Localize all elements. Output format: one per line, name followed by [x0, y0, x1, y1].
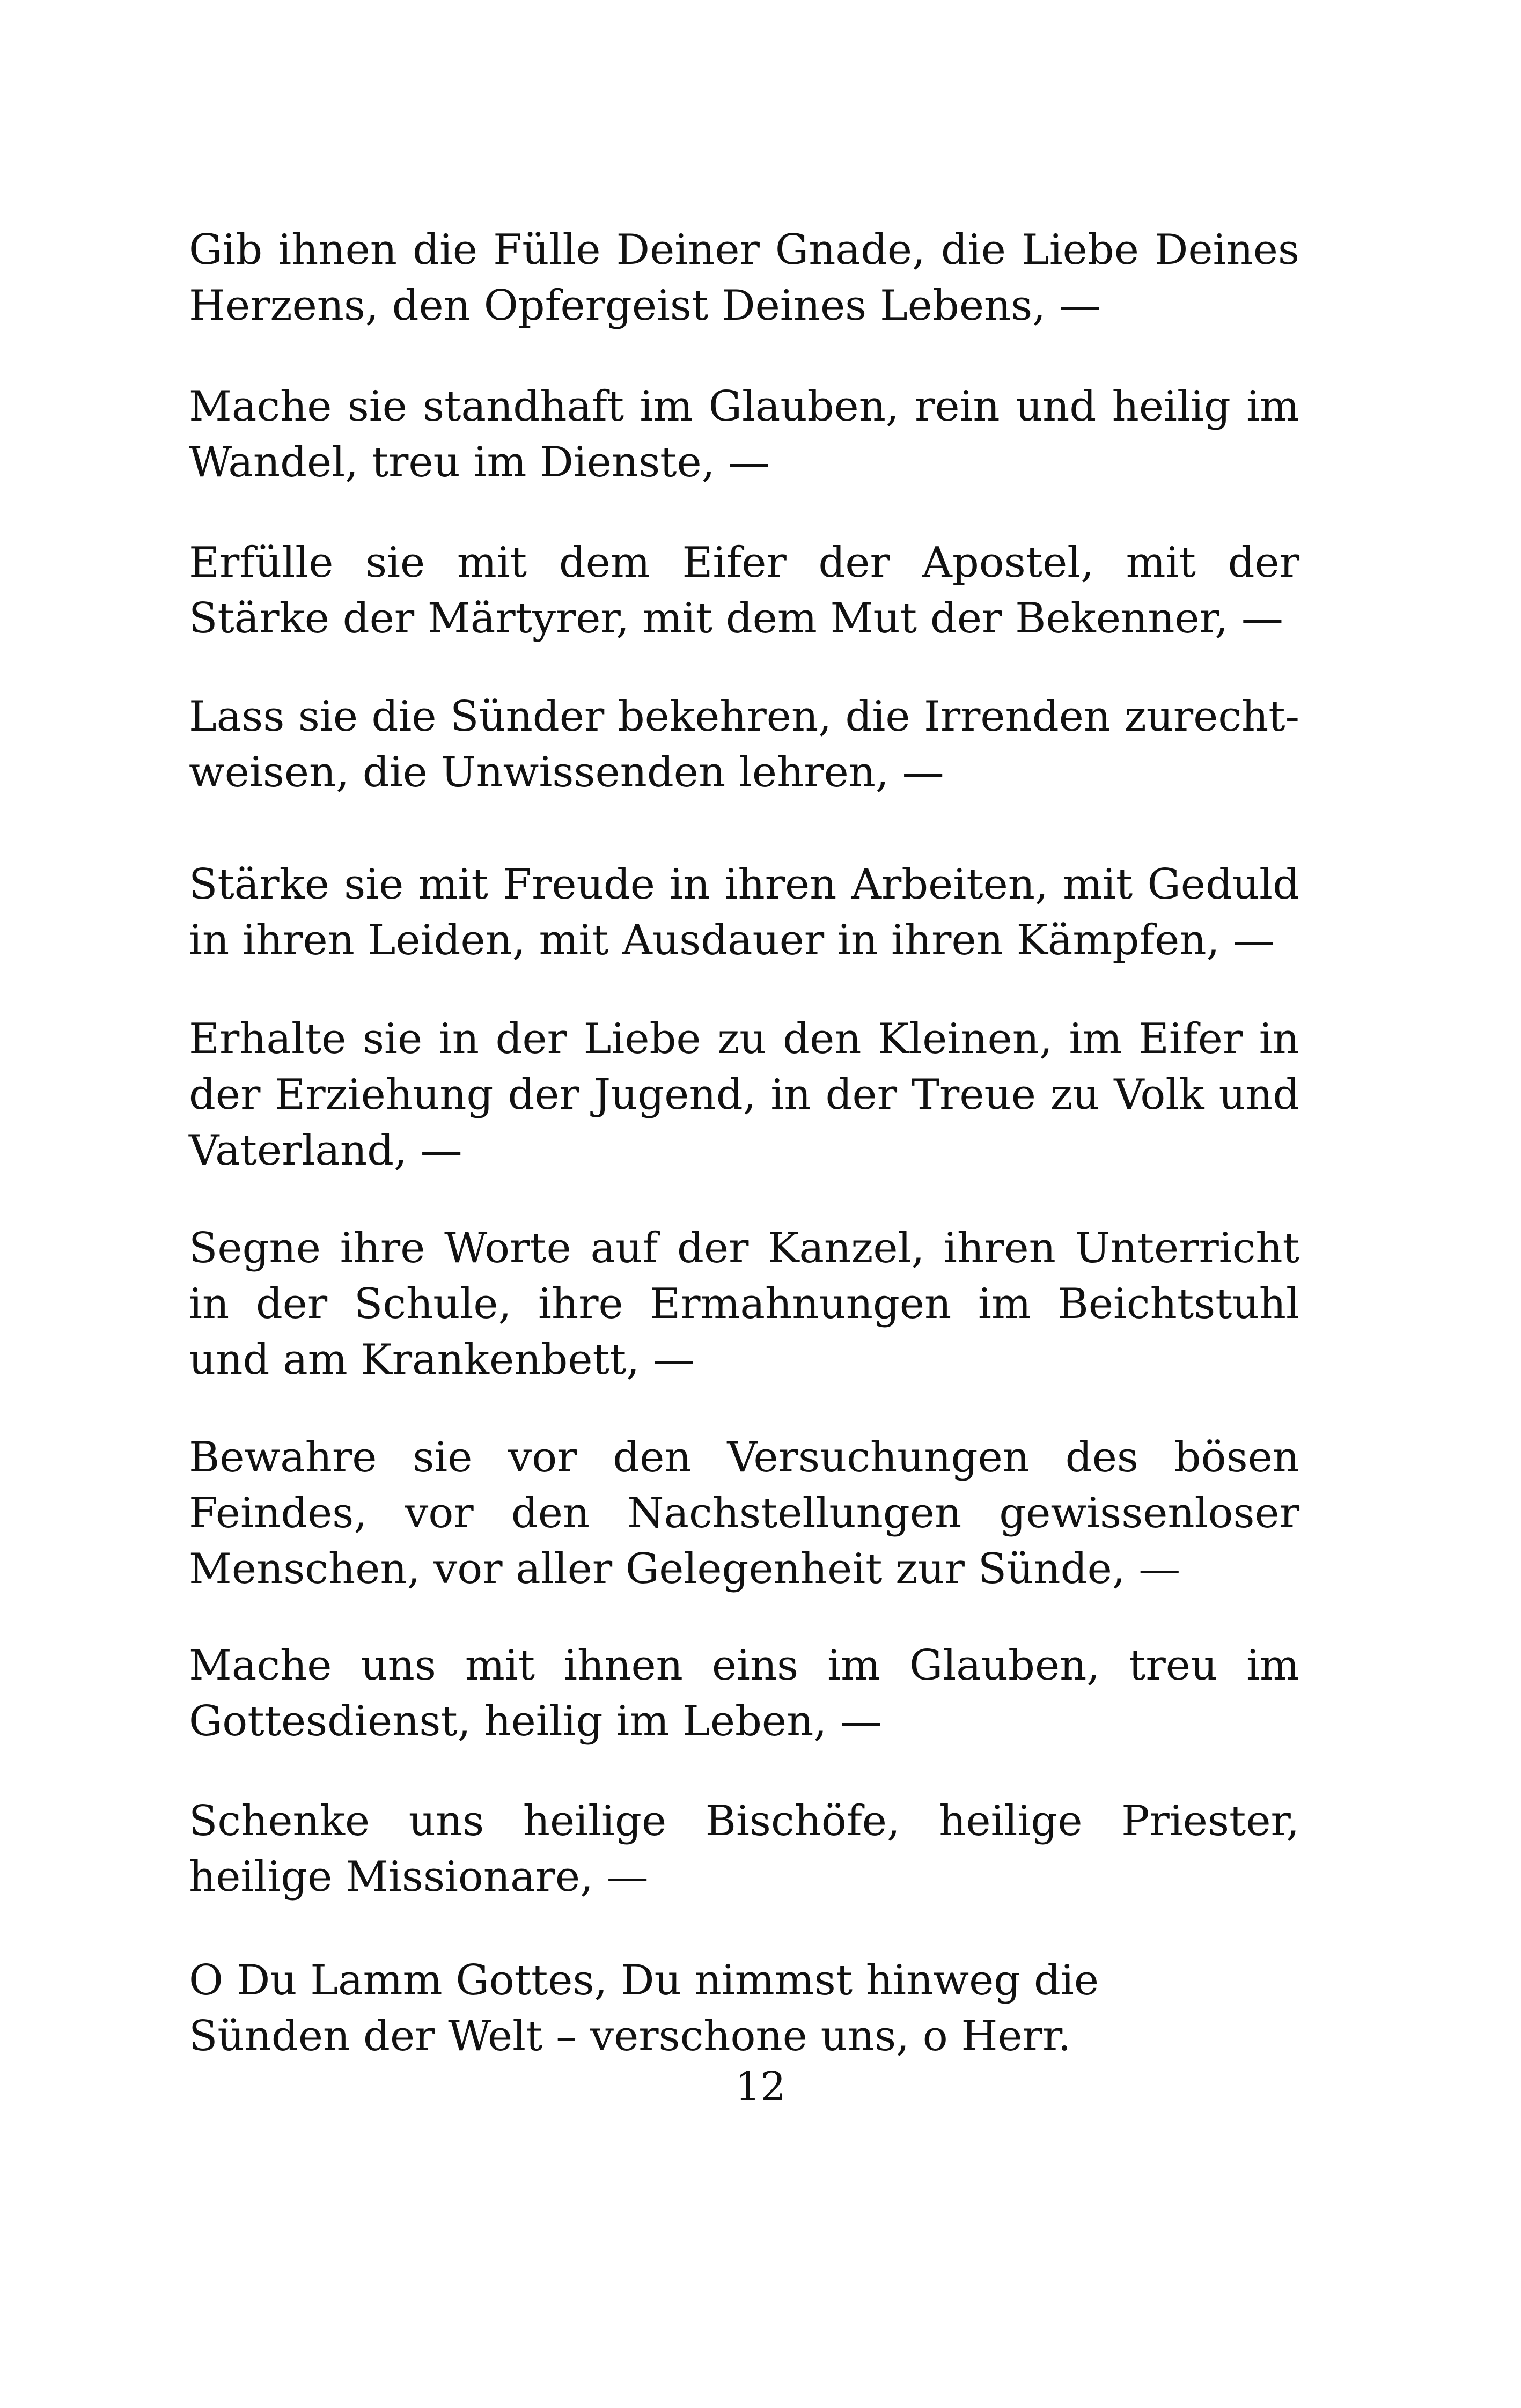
- prayer-paragraph: Schenke uns heilige Bischöfe, heilige Priester, heilige Missionare, —: [189, 1797, 1299, 1901]
- page-number: 12: [735, 2064, 786, 2110]
- prayer-paragraph: Stärke sie mit Freude in ihren Arbeiten, mit Geduld in ihren Leiden, mit Ausdauer in ihren Kämpfen, —: [189, 860, 1299, 964]
- prayer-paragraph: Mache uns mit ihnen eins im Glauben, treu im Gottesdienst, heilig im Leben, —: [189, 1641, 1299, 1746]
- prayer-paragraph: Segne ihre Worte auf der Kanzel, ihren Unterricht in der Schule, ihre Ermahnungen im Beichtstuhl und am Krankenbett, —: [189, 1224, 1299, 1384]
- prayer-paragraph: Gib ihnen die Fülle Deiner Gnade, die Liebe Deines Herzens, den Opfergeist Deines Lebens, —: [189, 226, 1299, 330]
- prayer-paragraph: Mache sie standhaft im Glauben, rein und heilig im Wandel, treu im Dienste, —: [189, 382, 1299, 487]
- closing-paragraph: O Du Lamm Gottes, Du nimmst hinweg die Sünden der Welt – verschone uns, o Herr.: [189, 1956, 1099, 2060]
- prayer-paragraph: Lass sie die Sünder bekehren, die Irrenden zurecht-weisen, die Unwissenden lehren, —: [189, 693, 1299, 797]
- prayer-paragraph: Bewahre sie vor den Versuchungen des bösen Feindes, vor den Nachstellungen gewissenloser Menschen, vor aller Gelegenheit zur Sünde, —: [189, 1433, 1299, 1593]
- prayer-paragraph: Erfülle sie mit dem Eifer der Apostel, mit der Stärke der Märtyrer, mit dem Mut der Bekenner, —: [189, 539, 1299, 643]
- prayer-paragraph: Erhalte sie in der Liebe zu den Kleinen, im Eifer in der Erziehung der Jugend, in der Treue zu Volk und Vaterland, —: [189, 1015, 1299, 1175]
